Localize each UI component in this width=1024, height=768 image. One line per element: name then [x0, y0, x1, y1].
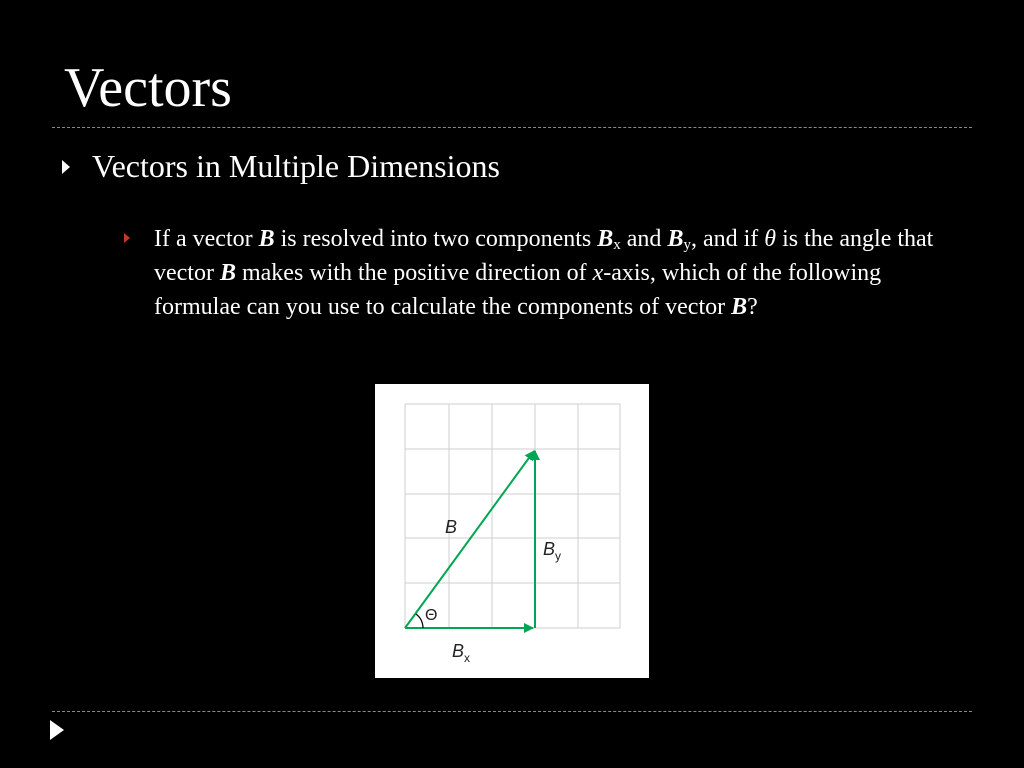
subscript-x: x	[613, 237, 621, 253]
label-By	[543, 539, 561, 563]
question-part: is the angle that vector	[154, 226, 934, 286]
vector-B: B	[258, 226, 275, 252]
next-slide-icon[interactable]	[50, 720, 64, 740]
subscript-y: y	[683, 237, 691, 253]
bullet-level-1	[62, 145, 500, 187]
label-Bx	[452, 641, 470, 665]
vector-diagram-svg	[375, 384, 649, 678]
label-B: B	[445, 517, 458, 537]
label-By-main: B	[543, 539, 556, 559]
label-theta: Θ	[425, 607, 438, 624]
question-part: -axis, which of the following formulae can you use to calculate the components of vector	[154, 260, 882, 320]
vector-diagram	[375, 384, 649, 678]
label-Bx-main: B	[452, 641, 465, 661]
bullet-arrow-icon	[62, 160, 70, 174]
label-Bx-sub: x	[464, 651, 471, 665]
vector-B: B	[731, 294, 748, 320]
x-italic: x	[592, 260, 604, 286]
grid	[405, 404, 620, 628]
bottom-divider	[52, 711, 972, 712]
question-part: is resolved into two components	[274, 226, 598, 252]
vector-Bx: B	[597, 226, 614, 252]
question-part: ?	[747, 294, 758, 320]
slide-title: Vectors	[64, 57, 232, 119]
top-divider	[52, 127, 972, 128]
question-part: If a vector	[154, 226, 259, 252]
theta-symbol: θ	[764, 226, 777, 252]
bullet-text: Vectors in Multiple Dimensions	[92, 148, 500, 184]
vector-B-arrow	[405, 451, 534, 628]
question-part: and	[620, 226, 668, 252]
sub-bullet-arrow-icon	[124, 233, 130, 243]
vector-By: B	[667, 226, 684, 252]
vector-B: B	[219, 260, 236, 286]
bullet-level-2	[124, 222, 954, 324]
question-text	[154, 222, 954, 324]
label-By-sub: y	[555, 549, 562, 563]
angle-arc	[416, 614, 423, 628]
question-part: , and if	[690, 226, 765, 252]
question-part: makes with the positive direction of	[235, 260, 593, 286]
